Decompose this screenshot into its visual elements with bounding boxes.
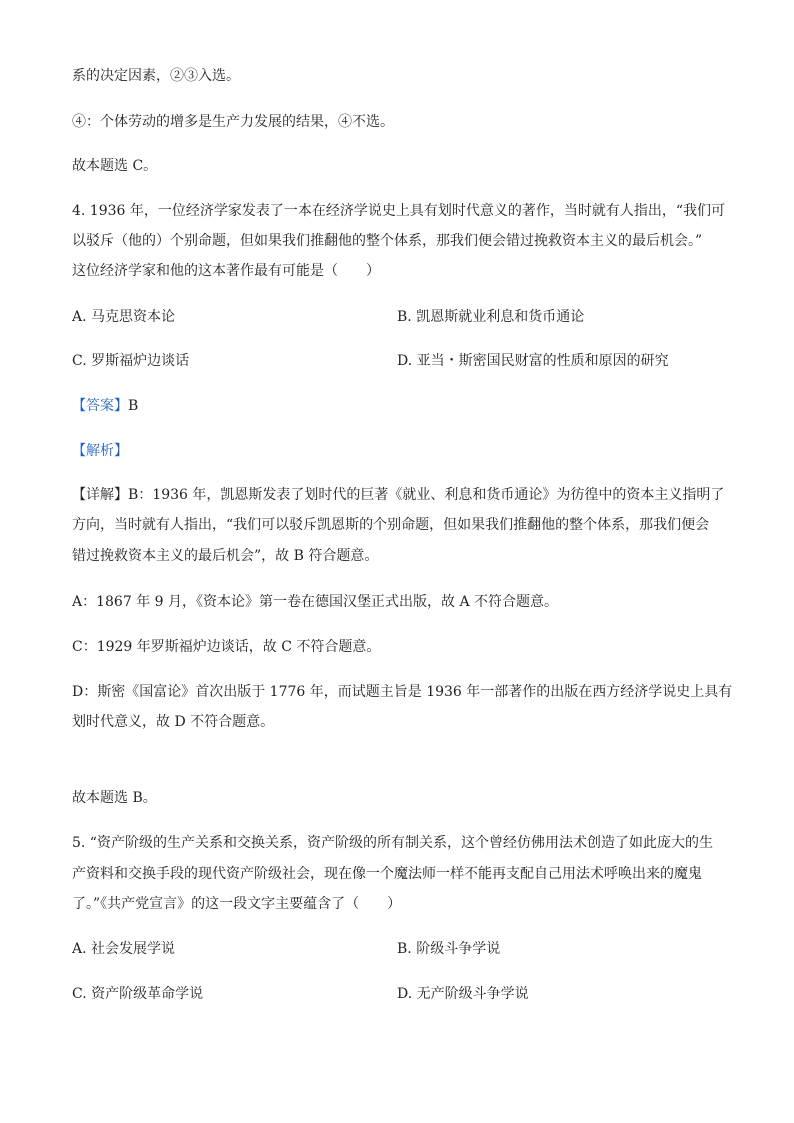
text-line: 故本题选 C。	[72, 158, 158, 174]
question-stem: 以驳斥（他的）个别命题，但如果我们推翻他的整个体系，那我们便会错过挽救资本主义的最后机会。”	[72, 233, 703, 249]
detail-text: 方向，当时就有人指出，“我们可以驳斥凯恩斯的个别命题，但如果我们推翻他的整个体系，那我们便会	[72, 517, 710, 533]
option-a-explanation: A：1867 年 9 月，《资本论》第一卷在德国汉堡正式出版，故 A 不符合题意。	[72, 594, 559, 610]
option-c: C. 资产阶级革命学说	[72, 986, 204, 1002]
option-d-explanation: 划时代意义，故 D 不符合题意。	[72, 714, 275, 730]
option-d: D. 无产阶级斗争学说	[397, 986, 529, 1002]
text-line: ④：个体劳动的增多是生产力发展的结果，④不选。	[72, 114, 394, 130]
option-c: C. 罗斯福炉边谈话	[72, 353, 190, 369]
option-a: A. 社会发展学说	[72, 941, 176, 957]
detail-text: 【详解】B：1936 年，凯恩斯发表了划时代的巨著《就业、利息和货币通论》为彷徨中的资本主义指明了	[72, 487, 725, 503]
answer-label: 【答案】	[72, 398, 128, 414]
question-stem: 5. “资产阶级的生产关系和交换关系，资产阶级的所有制关系，这个曾经仿佛用法术创造了如此庞大的生	[72, 835, 713, 851]
question-stem: 产资料和交换手段的现代资产阶级社会，现在像一个魔法师一样不能再支配自己用法术呼唤出来的魔鬼	[72, 866, 702, 882]
analysis-label: 【解析】	[72, 443, 128, 459]
answer-value: B	[128, 398, 139, 414]
option-d: D. 亚当・斯密国民财富的性质和原因的研究	[397, 353, 669, 369]
option-a: A. 马克思资本论	[72, 309, 176, 325]
question-stem: 了。”《共产党宣言》的这一段文字主要蕴含了（ ）	[72, 896, 402, 912]
conclusion: 故本题选 B。	[72, 790, 157, 806]
option-d-explanation: D：斯密《国富论》首次出版于 1776 年，而试题主旨是 1936 年一部著作的出版在西方经济学说史上具有	[72, 684, 733, 700]
option-b: B. 凯恩斯就业利息和货币通论	[397, 309, 585, 325]
text-line: 系的决定因素，②③入选。	[72, 68, 240, 84]
question-stem: 这位经济学家和他的这本著作最有可能是（ ）	[72, 263, 380, 279]
question-stem: 4. 1936 年，一位经济学家发表了一本在经济学说史上具有划时代意义的著作，当时就有人指出，“我们可	[72, 203, 726, 219]
option-b: B. 阶级斗争学说	[397, 941, 501, 957]
answer-line	[72, 396, 138, 416]
option-c-explanation: C：1929 年罗斯福炉边谈话，故 C 不符合题意。	[72, 639, 381, 655]
detail-text: 错过挽救资本主义的最后机会”，故 B 符合题意。	[72, 548, 379, 564]
